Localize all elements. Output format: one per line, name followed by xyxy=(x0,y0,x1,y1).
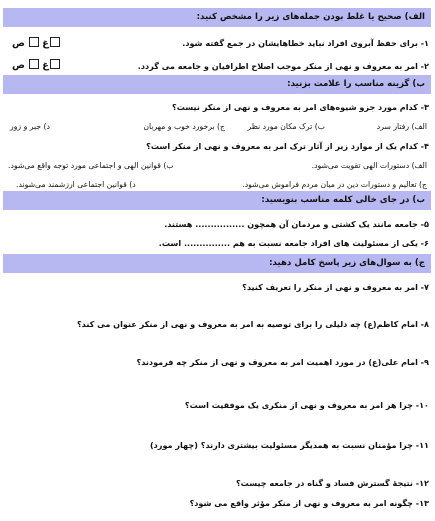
question-12: ۱۲- نتیجهٔ گسترش فساد و گناه در جامعه چیست؟ xyxy=(235,478,429,488)
q4-option-a[interactable]: الف) دستورات الهی تقویت می‌شود. xyxy=(311,161,427,170)
false-label: غ xyxy=(42,60,49,71)
true-checkbox[interactable] xyxy=(50,37,60,47)
question-13: ۱۳- چگونه امر به معروف و نهی از منکر مؤثر واقع می شود؟ xyxy=(189,498,429,508)
question-9: ۹- امام علی(ع) در مورد اهمیت امر به معروف و نهی از منکر چه فرمودند؟ xyxy=(136,357,429,367)
question-8: ۸- امام کاظم(ع) چه دلیلی را برای توصیه به امر به معروف و نهی از منکر عنوان می کند؟ xyxy=(76,319,429,329)
q4-option-b[interactable]: ب) قوانین الهی و اجتماعی مورد توجه واقع می‌شود. xyxy=(8,161,174,170)
question-11: ۱۱- چرا مؤمنان نسبت به همدیگر مسئولیت بیشتری دارند؟ (چهار مورد) xyxy=(149,440,429,450)
section-a-heading: الف) صحیح یا غلط بودن جمله‌های زیر را مشخص کنید: xyxy=(3,8,431,27)
false-label: غ xyxy=(42,38,49,49)
q4-option-d[interactable]: د) قوانین اجتماعی ارزشمند می‌شوند. xyxy=(16,180,136,189)
true-label: ص xyxy=(12,60,25,71)
section-b-heading: ب) گزینه مناسب را علامت بزنید: xyxy=(3,75,431,94)
q3-option-d[interactable]: د) جبر و زور xyxy=(10,122,50,131)
q3-option-c[interactable]: ج) برخورد خوب و مهربان xyxy=(143,122,225,131)
section-d-heading: ج) به سوال‌های زیر پاسخ کامل دهید: xyxy=(3,254,431,273)
false-checkbox[interactable] xyxy=(29,59,39,69)
question-6: ۶- یکی از مسئولیت های افراد جامعه نسبت به هم ............... است. xyxy=(158,238,429,248)
question-3: ۳- کدام مورد جزو شیوه‌های امر به معروف و نهی از منکر نیست؟ xyxy=(172,102,429,112)
question-5: ۵- جامعه مانند یک کشتی و مردمان آن همچون ................ هستند. xyxy=(164,219,429,229)
true-label: ص xyxy=(12,38,25,49)
section-c-heading: ب) در جای خالی کلمه مناسب بنویسید: xyxy=(3,191,431,210)
true-false-2 xyxy=(4,59,63,72)
true-checkbox[interactable] xyxy=(50,59,60,69)
question-1: ۱- برای حفظ آبروی افراد نباید خطاهایشان در جمع گفته شود. xyxy=(182,38,429,48)
question-7: ۷- امر به معروف و نهی از منکر را تعریف کنید؟ xyxy=(242,282,429,292)
q3-option-b[interactable]: ب) ترک مکان مورد نظر xyxy=(247,122,325,131)
q3-option-a[interactable]: الف) رفتار سرد xyxy=(376,122,427,131)
true-false-1 xyxy=(4,37,63,50)
q4-option-c[interactable]: ج) تعالیم و دستورات دین در میان مردم فراموش می‌شود. xyxy=(242,180,427,189)
question-10: ۱۰- چرا هر امر به معروف و نهی از منکری یک موفقیت است؟ xyxy=(184,400,429,410)
false-checkbox[interactable] xyxy=(29,37,39,47)
question-2: ۲- امر به معروف و نهی از منکر موجب اصلاح اطرافیان و جامعه می گردد. xyxy=(137,61,429,71)
question-4: ۴- کدام یک از موارد زیر از آثار ترک امر به معروف و نهی از منکر است؟ xyxy=(146,141,429,151)
